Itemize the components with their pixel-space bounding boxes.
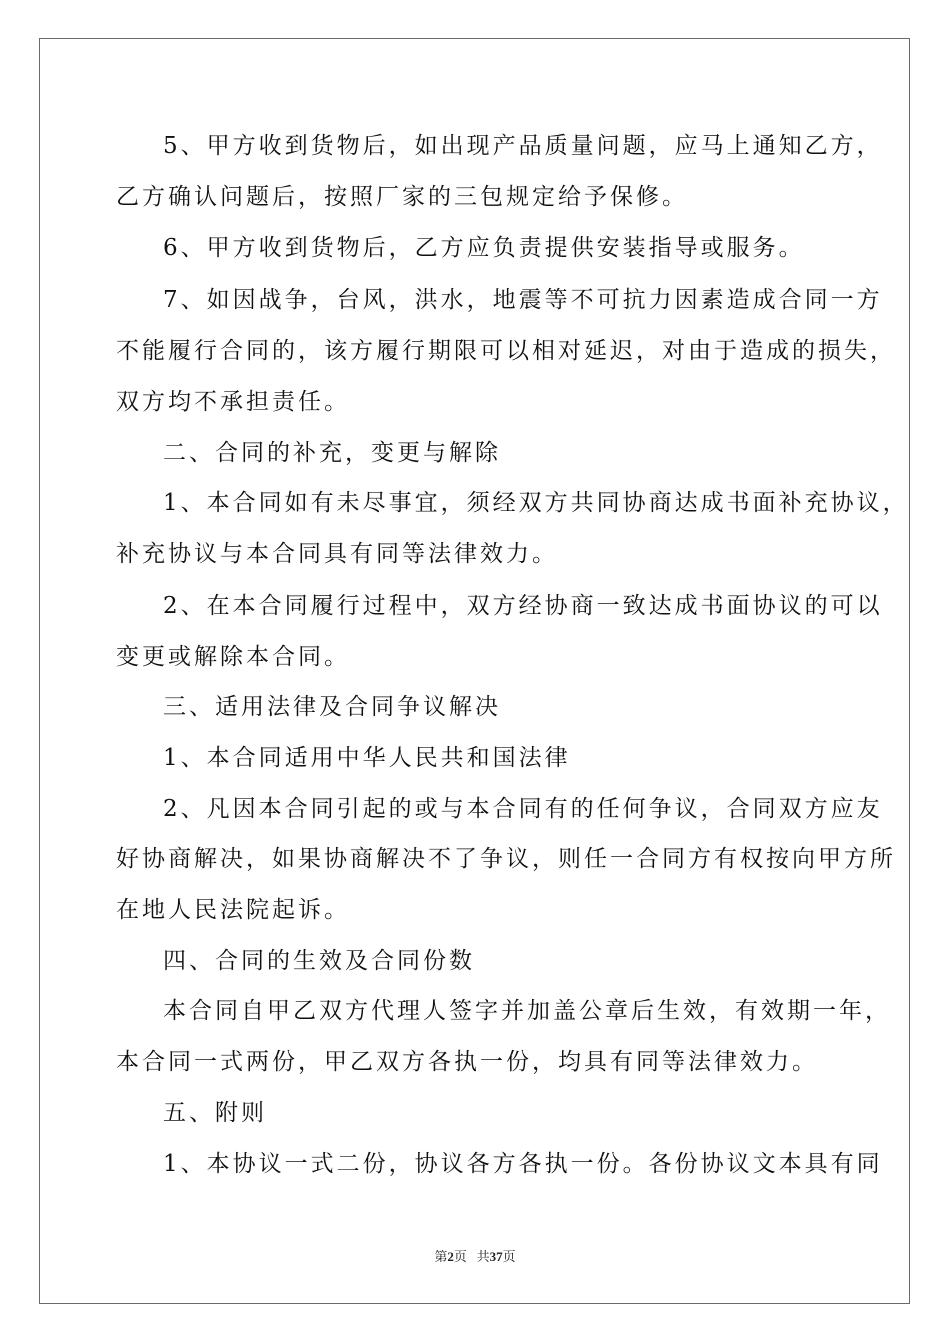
text-line: 2、在本合同履行过程中，双方经协商一致达成书面协议的可以	[163, 593, 883, 619]
total-prefix: 共	[476, 1249, 490, 1264]
text-line: 1、本协议一式二份，协议各方各执一份。各份协议文本具有同	[163, 1151, 883, 1177]
total-suffix: 页	[502, 1249, 516, 1264]
section-heading: 二、合同的补充，变更与解除	[163, 440, 501, 466]
text-line: 变更或解除本合同。	[116, 644, 350, 670]
text-line: 1、本合同适用中华人民共和国法律	[163, 745, 571, 771]
text-line: 本合同一式两份，甲乙双方各执一份，均具有同等法律效力。	[116, 1049, 818, 1075]
text-line: 本合同自甲乙双方代理人签字并加盖公章后生效，有效期一年，	[163, 998, 891, 1024]
section-heading: 五、附则	[163, 1100, 267, 1126]
text-line: 在地人民法院起诉。	[116, 897, 350, 923]
text-line: 双方均不承担责任。	[116, 389, 350, 415]
page-prefix: 第	[434, 1249, 448, 1264]
text-line: 1、本合同如有未尽事宜，须经双方共同协商达成书面补充协议，	[163, 490, 909, 516]
section-heading: 四、合同的生效及合同份数	[163, 948, 475, 974]
text-line: 6、甲方收到货物后，乙方应负责提供安装指导或服务。	[163, 235, 805, 261]
page-footer	[0, 1246, 950, 1265]
section-heading: 三、适用法律及合同争议解决	[163, 694, 501, 720]
text-line: 补充协议与本合同具有同等法律效力。	[116, 541, 558, 567]
page-suffix: 页	[453, 1249, 467, 1264]
total-pages: 37	[489, 1249, 503, 1264]
text-line: 7、如因战争，台风，洪水，地震等不可抗力因素造成合同一方	[163, 287, 883, 313]
text-line: 乙方确认问题后，按照厂家的三包规定给予保修。	[116, 184, 688, 210]
text-line: 好协商解决，如果协商解决不了争议，则任一合同方有权按向甲方所	[116, 846, 896, 872]
text-line: 5、甲方收到货物后，如出现产品质量问题，应马上通知乙方，	[163, 133, 883, 159]
page-number: 2	[447, 1249, 454, 1264]
text-line: 2、凡因本合同引起的或与本合同有的任何争议，合同双方应友	[163, 796, 883, 822]
text-line: 不能履行合同的，该方履行期限可以相对延迟，对由于造成的损失，	[116, 338, 896, 364]
